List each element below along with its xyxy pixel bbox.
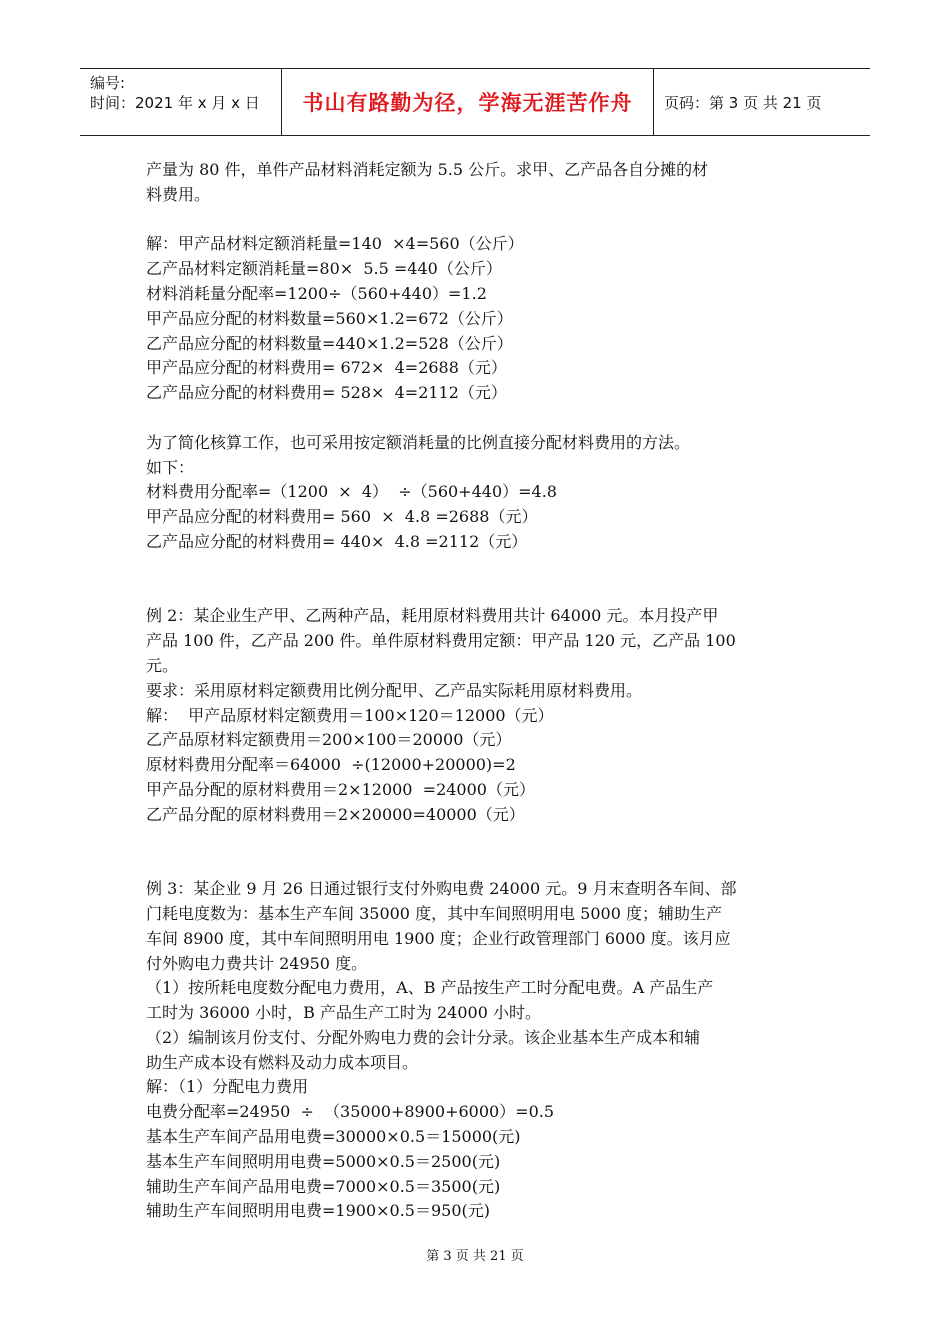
text-line: 门耗电度数为：基本生产车间 35000 度，其中车间照明用电 5000 度；辅助生产 [146, 903, 722, 923]
text-line: 乙产品应分配的材料费用= 528× 4=2112（元） [146, 383, 507, 403]
text-line: 乙产品应分配的材料费用= 440× 4.8 =2112（元） [146, 531, 528, 551]
motto: 书山有路勤为径，学海无涯苦作舟 [302, 91, 633, 115]
text-line: 元。 [146, 655, 179, 675]
text-line: 辅助生产车间产品用电费=7000×0.5＝3500(元) [146, 1176, 501, 1196]
text-line: 甲产品应分配的材料数量=560×1.2=672（公斤） [146, 308, 513, 328]
text-line: （1）按所耗电度数分配电力费用，A、B 产品按生产工时分配电费。A 产品生产 [146, 978, 714, 998]
page-header [80, 68, 870, 136]
text-line: 材料消耗量分配率=1200÷（560+440）=1.2 [146, 283, 487, 303]
text-line: 原材料费用分配率＝64000 ÷(12000+20000)=2 [146, 755, 516, 775]
text-line: 材料费用分配率=（1200 × 4） ÷（560+440）=4.8 [146, 482, 557, 502]
page-info: 页码：第 3 页 共 21 页 [664, 93, 822, 112]
text-line: 工时为 36000 小时，B 产品生产工时为 24000 小时。 [146, 1003, 541, 1023]
header-meta [80, 69, 282, 135]
text-line: 解：（1）分配电力费用 [146, 1077, 309, 1097]
text-line [146, 208, 816, 233]
text-line [146, 555, 816, 580]
text-line [146, 828, 816, 853]
text-line: 基本生产车间照明用电费=5000×0.5＝2500(元) [146, 1151, 501, 1171]
text-line: 例 2：某企业生产甲、乙两种产品，耗用原材料费用共计 64000 元。本月投产甲 [146, 606, 719, 626]
text-line: 例 3：某企业 9 月 26 日通过银行支付外购电费 24000 元。9 月末查明各车间、部 [146, 879, 737, 899]
text-line: 助生产成本设有燃料及动力成本项目。 [146, 1052, 419, 1072]
text-line: 辅助生产车间照明用电费=1900×0.5＝950(元) [146, 1201, 491, 1221]
text-line: 甲产品应分配的材料费用= 672× 4=2688（元） [146, 358, 507, 378]
text-line: 甲产品分配的原材料费用＝2×12000 =24000（元） [146, 779, 535, 799]
number-label: 编号: [90, 74, 126, 92]
text-line: 乙产品材料定额消耗量=80× 5.5 =440（公斤） [146, 259, 502, 279]
text-line [146, 406, 816, 431]
text-line: 要求：采用原材料定额费用比例分配甲、乙产品实际耗用原材料费用。 [146, 680, 643, 700]
document-body [146, 158, 816, 1224]
text-line: 基本生产车间产品用电费=30000×0.5＝15000(元) [146, 1127, 521, 1147]
text-line: 乙产品分配的原材料费用＝2×20000=40000（元） [146, 804, 525, 824]
header-motto-cell [282, 69, 654, 135]
text-line: 为了简化核算工作，也可采用按定额消耗量的比例直接分配材料费用的方法。 [146, 432, 691, 452]
text-line: 料费用。 [146, 184, 211, 204]
text-line: （2）编制该月份支付、分配外购电力费的会计分录。该企业基本生产成本和辅 [146, 1027, 701, 1047]
text-line: 产量为 80 件，单件产品材料消耗定额为 5.5 公斤。求甲、乙产品各自分摊的材 [146, 160, 709, 179]
text-line: 电费分配率=24950 ÷ （35000+8900+6000）=0.5 [146, 1102, 555, 1122]
text-line: 如下： [146, 457, 195, 477]
text-line [146, 580, 816, 605]
text-line: 乙产品原材料定额费用＝200×100＝20000（元） [146, 730, 512, 750]
text-line: 产品 100 件，乙产品 200 件。单件原材料费用定额：甲产品 120 元，乙产品 100 [146, 631, 736, 651]
header-page-info-cell [654, 69, 870, 135]
text-line: 乙产品应分配的材料数量=440×1.2=528（公斤） [146, 333, 513, 353]
text-line: 付外购电力费共计 24950 度。 [146, 953, 368, 973]
text-line: 解： 甲产品原材料定额费用＝100×120＝12000（元） [146, 705, 554, 725]
text-line: 甲产品应分配的材料费用= 560 × 4.8 =2688（元） [146, 507, 538, 527]
text-line: 解：甲产品材料定额消耗量=140 ×4=560（公斤） [146, 234, 524, 254]
page-footer: 第 3 页 共 21 页 [426, 1249, 524, 1264]
text-line: 车间 8900 度，其中车间照明用电 1900 度；企业行政管理部门 6000 度。该月应 [146, 928, 731, 948]
time-label: 时间：2021 年 x 月 x 日 [90, 94, 260, 112]
text-line [146, 852, 816, 877]
